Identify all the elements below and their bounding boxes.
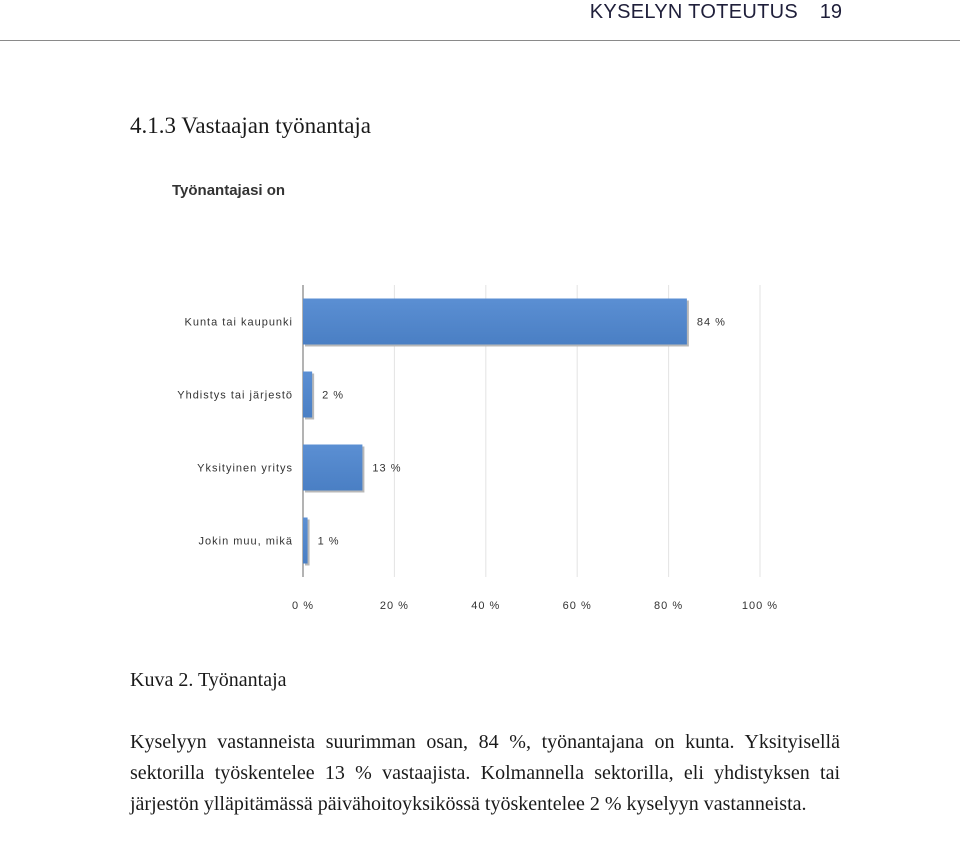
figure-caption: Kuva 2. Työnantaja xyxy=(130,669,287,691)
page-number: 19 xyxy=(819,1,842,23)
body-paragraph: Kyselyyn vastanneista suurimman osan, 84 %, työnantajana on kunta. Yksityisellä sektorilla työskentelee 13 % vastaajista. Kolmannella sektorilla, eli yhdistyksen tai järjestön ylläpitämässä päivähoitoyksikössä työskentelee 2 % kyselyyn vastanneista. xyxy=(130,731,840,815)
category-label: Kunta tai kaupunki xyxy=(184,316,293,329)
category-label: Yhdistys tai järjestö xyxy=(177,389,293,402)
x-tick-label: 40 % xyxy=(471,600,501,610)
x-tick-label: 80 % xyxy=(654,600,684,610)
value-label: 1 % xyxy=(317,535,340,548)
category-label: Jokin muu, mikä xyxy=(198,535,293,548)
bar xyxy=(303,299,687,345)
bar xyxy=(303,372,312,418)
bar xyxy=(303,445,362,491)
x-tick-label: 100 % xyxy=(741,600,779,610)
chart-title: Työnantajasi on xyxy=(172,182,286,199)
category-label: Yksityinen yritys xyxy=(197,462,293,475)
value-label: 84 % xyxy=(696,316,726,329)
section-heading: 4.1.3 Vastaajan työnantaja xyxy=(130,113,372,138)
x-tick-label: 20 % xyxy=(379,600,409,610)
bar-chart xyxy=(0,270,960,610)
header-title: KYSELYN TOTEUTUS xyxy=(589,1,798,23)
x-tick-label: 60 % xyxy=(562,600,592,610)
x-tick-label: 0 % xyxy=(292,600,314,610)
header-rule xyxy=(0,40,960,41)
value-label: 2 % xyxy=(322,389,345,402)
bar xyxy=(303,518,308,564)
value-label: 13 % xyxy=(372,462,402,475)
